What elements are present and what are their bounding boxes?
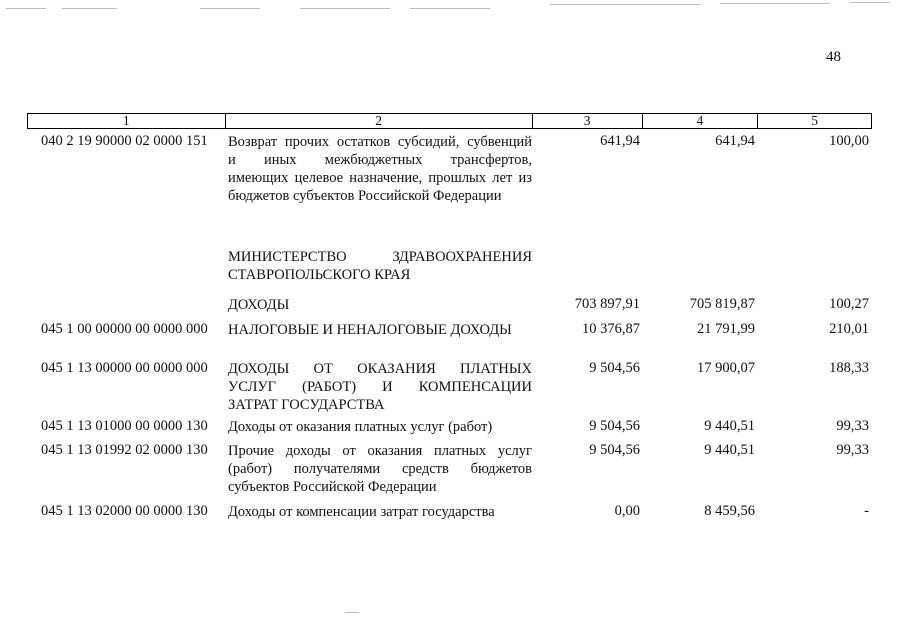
header-col-1: 1: [28, 114, 226, 128]
description-line: МИНИСТЕРСТВО ЗДРАВООХРАНЕНИЯ: [228, 249, 532, 265]
row-description: [228, 418, 532, 436]
header-col-2: 2: [226, 114, 533, 128]
actual-value: 9 440,51: [704, 418, 755, 434]
description-line: УСЛУГ (РАБОТ) И КОМПЕНСАЦИИ: [228, 379, 532, 395]
header-col-4: 4: [643, 114, 759, 128]
percent-value: 100,27: [829, 296, 869, 312]
description-line: ЗАТРАТ ГОСУДАРСТВА: [228, 397, 385, 413]
header-col-3: 3: [533, 114, 643, 128]
classification-code: 040 2 19 90000 02 0000 151: [41, 133, 208, 149]
row-description: [228, 360, 532, 414]
actual-value: 21 791,99: [697, 321, 755, 337]
percent-value: -: [864, 503, 869, 519]
classification-code: 045 1 13 01000 00 0000 130: [41, 418, 208, 434]
table-header: [27, 113, 872, 129]
percent-value: 99,33: [836, 418, 869, 434]
row-description: [228, 321, 532, 339]
row-description: [228, 296, 532, 314]
actual-value: 8 459,56: [704, 503, 755, 519]
header-col-5: 5: [811, 113, 818, 128]
description-line: СТАВРОПОЛЬСКОГО КРАЯ: [228, 267, 411, 283]
row-description: [228, 133, 532, 205]
actual-value: 9 440,51: [704, 442, 755, 458]
percent-value: 100,00: [829, 133, 869, 149]
actual-value: 17 900,07: [697, 360, 755, 376]
planned-value: 703 897,91: [574, 296, 640, 312]
description-line: и иных межбюджетных трансфертов,: [228, 152, 532, 168]
classification-code: 045 1 13 01992 02 0000 130: [41, 442, 208, 458]
row-description: [228, 442, 532, 496]
page-number: 48: [826, 49, 841, 65]
description-line: ДОХОДЫ ОТ ОКАЗАНИЯ ПЛАТНЫХ: [228, 361, 532, 377]
row-description: [228, 503, 532, 521]
description-line: Возврат прочих остатков субсидий, субвенций: [228, 134, 532, 150]
description-line: (работ) получателями средств бюджетов: [228, 461, 532, 477]
description-line: Доходы от компенсации затрат государства: [228, 504, 495, 520]
description-line: имеющих целевое назначение, прошлых лет из: [228, 170, 532, 186]
planned-value: 9 504,56: [589, 442, 640, 458]
classification-code: 045 1 00 00000 00 0000 000: [41, 321, 208, 337]
planned-value: 0,00: [614, 503, 640, 519]
description-line: Доходы от оказания платных услуг (работ): [228, 419, 493, 435]
planned-value: 641,94: [600, 133, 640, 149]
percent-value: 188,33: [829, 360, 869, 376]
classification-code: 045 1 13 00000 00 0000 000: [41, 360, 208, 376]
percent-value: 210,01: [829, 321, 869, 337]
planned-value: 9 504,56: [589, 360, 640, 376]
actual-value: 641,94: [715, 133, 755, 149]
classification-code: 045 1 13 02000 00 0000 130: [41, 503, 208, 519]
actual-value: 705 819,87: [689, 296, 755, 312]
description-line: Прочие доходы от оказания платных услуг: [228, 443, 532, 459]
planned-value: 10 376,87: [582, 321, 640, 337]
planned-value: 9 504,56: [589, 418, 640, 434]
row-description: [228, 248, 532, 284]
description-line: НАЛОГОВЫЕ И НЕНАЛОГОВЫЕ ДОХОДЫ: [228, 322, 512, 338]
description-line: субъектов Российской Федерации: [228, 479, 437, 495]
percent-value: 99,33: [836, 442, 869, 458]
description-line: ДОХОДЫ: [228, 297, 290, 313]
description-line: бюджетов субъектов Российской Федерации: [228, 188, 502, 204]
